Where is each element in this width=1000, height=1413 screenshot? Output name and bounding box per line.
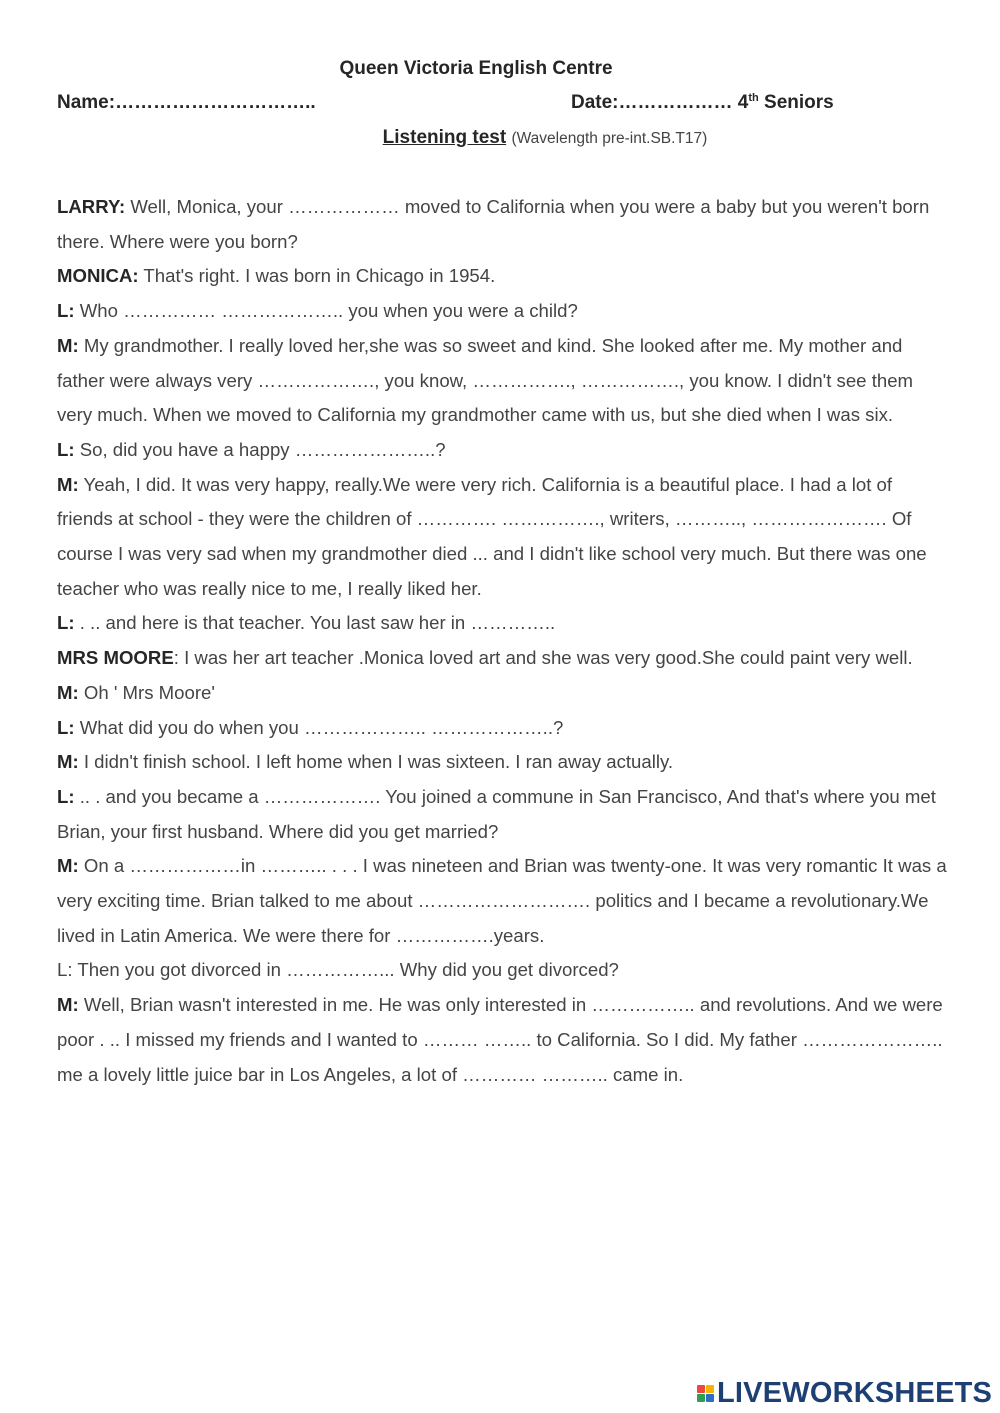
dialogue-text: What did you do when you ……………….. ………………..?	[74, 716, 564, 738]
dialogue-line	[57, 294, 947, 329]
dialogue-line	[57, 780, 947, 849]
dialogue-line	[57, 988, 947, 1092]
dialogue-line	[57, 745, 947, 780]
dialogue-text: Well, Brian wasn't interested in me. He was only interested in …………….. and revolutions. And we were poor . .. I missed my friends and I wanted to ……… …….. to California. So I did. My father ………………….. me a lovely little juice bar in Los Angeles, a lot of ………… ……….. came in.	[57, 994, 943, 1085]
test-title: Listening test	[382, 127, 507, 148]
dialogue-text: . .. and here is that teacher. You last saw her in …………..	[74, 612, 556, 634]
liveworksheets-logo	[697, 1375, 992, 1411]
dialogue-line	[57, 606, 947, 641]
title-row	[0, 127, 1000, 149]
level-text: Seniors	[758, 92, 834, 113]
dialogue-line	[57, 953, 947, 988]
speaker-label: L:	[57, 716, 75, 738]
dialogue-text: I didn't finish school. I left home when I was sixteen. I ran away actually.	[78, 751, 674, 773]
dialogue-line	[57, 641, 947, 676]
dialogue-text: Who …………… ……………….. you when you were a child?	[74, 300, 578, 322]
dialogue-line	[57, 711, 947, 746]
logo-square-blue	[706, 1394, 714, 1402]
dialogue-text: L: Then you got divorced in ……………... Why did you get divorced?	[57, 959, 619, 981]
speaker-label: M:	[57, 473, 79, 495]
dialogue-transcript	[57, 190, 947, 1092]
dialogue-text: My grandmother. I really loved her,she was so sweet and kind. She looked after me. My mother and father were always very ………………., you know, ……………., ……………., you know. I didn't see them very much. When we moved to California my grandmother came with us, but she died when I was six.	[57, 334, 914, 426]
speaker-label: L:	[57, 438, 75, 460]
speaker-label: MRS MOORE	[57, 647, 174, 669]
date-field-label	[571, 92, 834, 114]
speaker-label: M:	[57, 994, 79, 1016]
dialogue-text: Oh ' Mrs Moore'	[78, 681, 215, 703]
logo-square-green	[697, 1394, 705, 1402]
dialogue-text: : I was her art teacher .Monica loved art and she was very good.She could paint very well.	[173, 647, 913, 669]
speaker-label: L:	[57, 612, 75, 634]
dialogue-text: Yeah, I did. It was very happy, really.We were very rich. California is a beautiful place. I had a lot of friends at school - they were the children of …………. ……………., writers, ……….., …………………. Of course I was very sad when my grandmother died ... and I didn't like school very much. But there was one teacher who was really nice to me, I really liked her.	[57, 473, 927, 599]
speaker-label: L:	[57, 785, 75, 807]
logo-grid-icon	[697, 1385, 714, 1402]
dialogue-text: On a ………………in ……….. . . . I was nineteen and Brian was twenty-one. It was very romantic It was a very exciting time. Brian talked to me about ………………………. politics and I became a revolutionary.We lived in Latin America. We were there for …………….years.	[57, 855, 947, 946]
dialogue-text: Well, Monica, your ……………… moved to California when you were a baby but you weren't born there. Where were you born?	[57, 196, 930, 252]
dialogue-text: That's right. I was born in Chicago in 1954.	[138, 265, 496, 287]
dialogue-text: So, did you have a happy …………………..?	[74, 438, 446, 460]
dialogue-text: .. . and you became a ………………. You joined a commune in San Francisco, And that's where you met Brian, your first husband. Where did you get married?	[57, 785, 936, 842]
dialogue-line	[57, 259, 947, 294]
speaker-label: M:	[57, 855, 79, 877]
speaker-label: M:	[57, 334, 79, 356]
speaker-label: M:	[57, 681, 79, 703]
date-text: Date:……………… 4	[571, 92, 749, 113]
dialogue-line	[57, 849, 947, 953]
dialogue-line	[57, 329, 947, 433]
speaker-label: L:	[57, 300, 75, 322]
logo-square-red	[697, 1385, 705, 1393]
logo-square-yellow	[706, 1385, 714, 1393]
logo-text: LIVEWORKSHEETS	[717, 1376, 993, 1409]
date-superscript: th	[748, 92, 759, 104]
dialogue-line	[57, 676, 947, 711]
speaker-label: M:	[57, 751, 79, 773]
dialogue-line	[57, 433, 947, 468]
speaker-label: MONICA:	[57, 265, 139, 287]
dialogue-line	[57, 190, 947, 259]
speaker-label: LARRY:	[57, 196, 126, 217]
dialogue-line	[57, 468, 947, 607]
name-field-label: Name:…………………………..	[57, 92, 316, 113]
school-name: Queen Victoria English Centre	[339, 58, 613, 79]
test-reference: (Wavelength pre-int.SB.T17)	[511, 130, 708, 147]
